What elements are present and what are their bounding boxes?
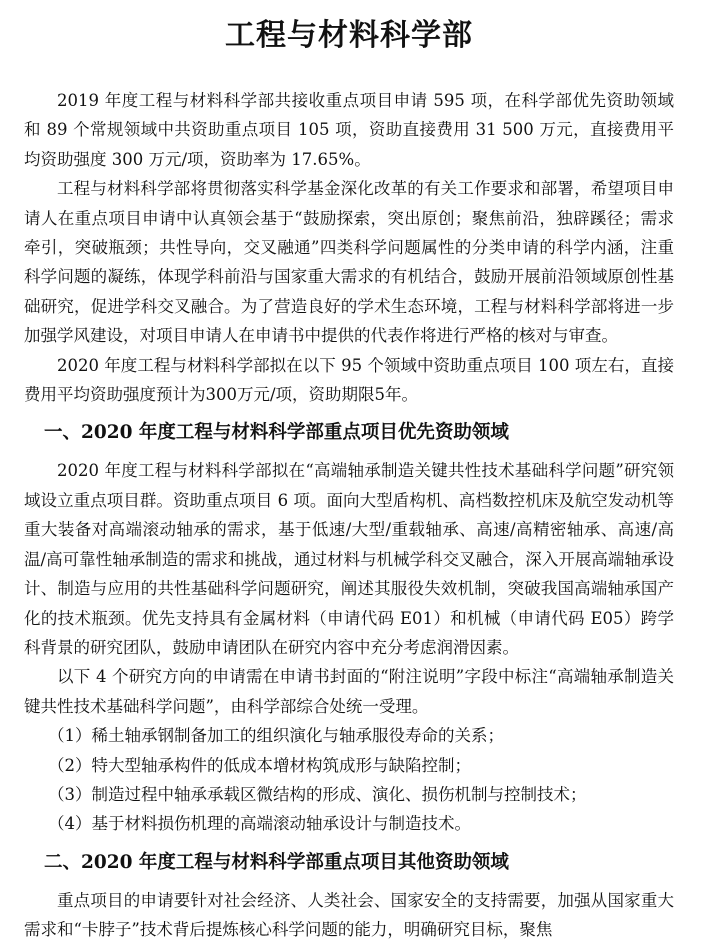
list-item: （4）基于材料损伤机理的高端滚动轴承设计与制造技术。 — [48, 814, 471, 834]
section-2-paragraph-1: 重点项目的申请要针对社会经济、人类社会、国家安全的支持需要，加强从国家重大需求和“卡脖子”技术背后提炼核心科学问题的能力，明确研究目标，聚焦 — [24, 890, 674, 940]
list-item: （2）特大型轴承构件的低成本增材构筑成形与缺陷控制； — [48, 755, 471, 775]
research-direction-list — [24, 721, 674, 839]
list-item: （1）稀土轴承钢制备加工的组织演化与轴承服役寿命的关系； — [48, 726, 504, 746]
section-1-paragraph-2: 以下 4 个研究方向的申请需在申请书封面的“附注说明”字段中标注“高端轴承制造关键共性技术基础科学问题”，由科学部综合处统一受理。 — [24, 667, 674, 716]
page-title: 工程与材料科学部 — [225, 18, 473, 53]
section-1-paragraph-1: 2020 年度工程与材料科学部拟在“高端轴承制造关键共性技术基础科学问题”研究领域设立重点项目群。资助重点项目 6 项。面向大型盾构机、高档数控机床及航空发动机等重大装备对高端滚动轴承的需求，基于低速/大型/重载轴承、高速/高精密轴承、高速/高温/高可靠性轴承制造的需求和挑战，通过材料与机械学科交叉融合，深入开展高端轴承设计、制造与应用的共性基础科学问题研究，阐述其服役失效机制，突破我国高端轴承国产化的技术瓶颈。优先支持具有金属材料（申请代码 E01）和机械（申请代码 E05）跨学科背景的研究团队，鼓励申请团队在研究内容中充分考虑润滑因素。 — [24, 461, 674, 657]
section-1-heading: 一、2020 年度工程与材料科学部重点项目优先资助领域 — [44, 422, 509, 444]
intro-paragraph-3: 2020 年度工程与材料科学部拟在以下 95 个领域中资助重点项目 100 项左右，直接费用平均资助强度预计为300万元/项，资助期限5年。 — [24, 355, 674, 405]
intro-paragraph-1: 2019 年度工程与材料科学部共接收重点项目申请 595 项，在科学部优先资助领域和 89 个常规领域中共资助重点项目 105 项，资助直接费用 31 500 万元，直接费用平均资助强度 300 万元/项，资助率为 17.65%。 — [24, 91, 674, 169]
intro-paragraph-2: 工程与材料科学部将贯彻落实科学基金深化改革的有关工作要求和部署，希望项目申请人在重点项目申请中认真领会基于“鼓励探索，突出原创；聚焦前沿，独辟蹊径；需求牵引，突破瓶颈；共性导向，交叉融通”四类科学问题属性的分类申请的科学内涵，注重科学问题的凝练，体现学科前沿与国家重大需求的有机结合，鼓励开展前沿领域原创性基础研究，促进学科交叉融合。为了营造良好的学术生态环境，工程与材料科学部将进一步加强学风建设，对项目申请人在申请书中提供的代表作将进行严格的核对与审查。 — [24, 179, 674, 346]
list-item: （3）制造过程中轴承承载区微结构的形成、演化、损伤机制与控制技术； — [48, 784, 587, 804]
section-2-heading: 二、2020 年度工程与材料科学部重点项目其他资助领域 — [44, 851, 509, 873]
